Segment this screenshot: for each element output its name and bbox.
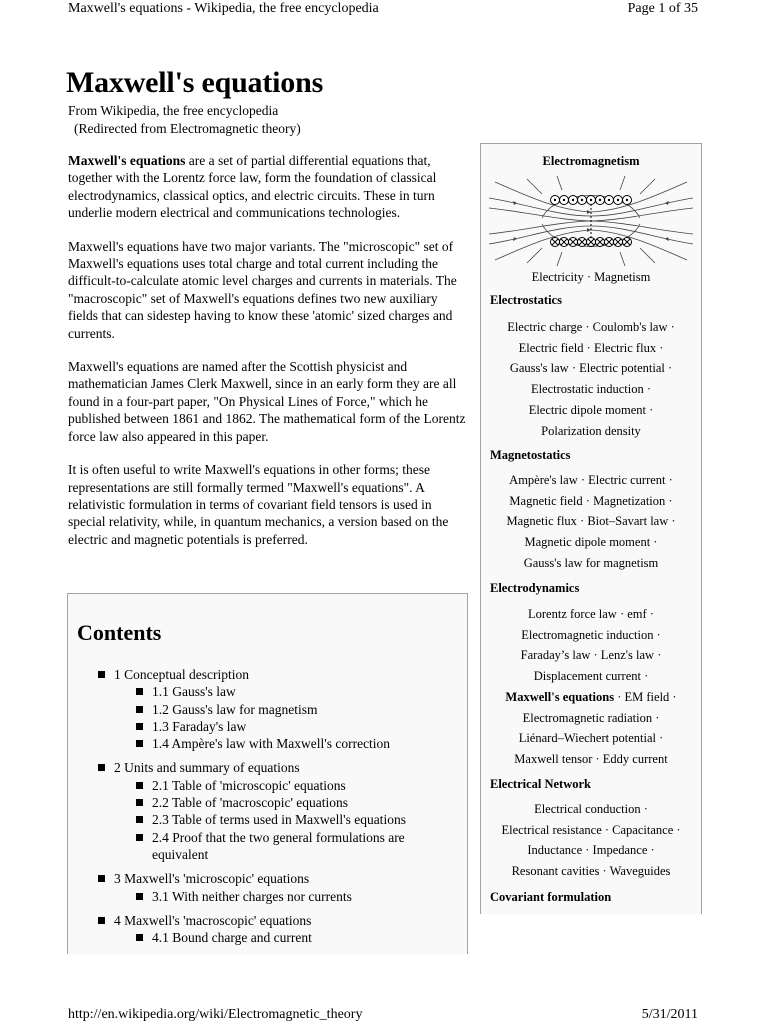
toc-subitem[interactable] (136, 829, 458, 864)
toc-subitem[interactable] (136, 718, 458, 735)
toc-link[interactable]: 2 Units and summary of equations (114, 760, 300, 776)
section-heading-covariant: Covariant formulation (490, 890, 612, 904)
link-line[interactable]: Faraday’s law · Lenz's law · (520, 648, 662, 663)
link-line[interactable]: Electric charge · Coulomb's law · (507, 320, 675, 334)
solenoid-field-icon (487, 174, 695, 266)
link-line[interactable]: Magnetic dipole moment · (524, 535, 658, 550)
toc-subitem[interactable] (136, 683, 458, 700)
bullet-icon (136, 816, 143, 823)
bullet-icon (136, 893, 143, 900)
infobox-subtitle[interactable]: Electricity · Magnetism (531, 270, 651, 284)
link-line[interactable]: Resonant cavities · Waveguides (511, 864, 671, 879)
link-line[interactable]: Electrical conduction · (534, 802, 648, 816)
bullet-icon (136, 934, 143, 941)
bullet-icon (136, 782, 143, 789)
bold-term[interactable]: Maxwell's equations (68, 153, 186, 168)
link-line[interactable]: Ampère's law · Electric current · (509, 473, 673, 487)
link-line[interactable]: Electromagnetic radiation · (522, 710, 660, 725)
bullet-icon (136, 799, 143, 806)
page-number: Page 1 of 35 (627, 1, 698, 16)
toc-subitem[interactable] (136, 888, 458, 905)
current-article-link: Maxwell's equations (505, 689, 615, 704)
bullet-icon (136, 688, 143, 695)
toc-link[interactable]: 4 Maxwell's 'macroscopic' equations (114, 912, 312, 928)
toc-link[interactable]: 4.1 Bound charge and current (152, 930, 312, 946)
link-line[interactable]: Electric field · Electric flux · (518, 340, 664, 355)
page-url: http://en.wikipedia.org/wiki/Electromagnetic_theory (68, 1007, 363, 1022)
article-body (68, 152, 468, 564)
toc-item[interactable] (98, 666, 458, 752)
toc-link[interactable]: 2.4 Proof that the two general formulations are equivalent (152, 829, 405, 862)
bullet-icon (136, 740, 143, 747)
section-heading-electrodynamics: Electrodynamics (490, 581, 580, 595)
section-heading-magnetostatics: Magnetostatics (490, 448, 571, 462)
paragraph-4: It is often useful to write Maxwell's equations in other forms; these representations are still formally termed "Maxwell's equations". A relativistic formulation in terms of covariant field tensors is used in special relativity, while, in quantum mechanics, a version based on the electric and magnetic potentials is preferred. (68, 462, 449, 547)
bullet-icon (136, 723, 143, 730)
toc-item[interactable] (98, 912, 458, 947)
toc-subitem[interactable] (136, 794, 458, 811)
bullet-icon (98, 917, 105, 924)
link-line[interactable]: Magnetic flux · Biot–Savart law · (506, 514, 676, 529)
toc-subitem[interactable] (136, 777, 458, 794)
link-line[interactable]: Inductance · Impedance · (527, 843, 655, 858)
link-line[interactable]: Lorentz force law · emf · (528, 607, 654, 621)
infobox-title: Electromagnetism (542, 154, 640, 168)
toc-link[interactable]: 1.3 Faraday's law (152, 718, 247, 734)
toc-link[interactable]: 1.1 Gauss's law (152, 684, 236, 700)
bullet-icon (98, 671, 105, 678)
toc-subitem[interactable] (136, 701, 458, 718)
redirect-note: (Redirected from Electromagnetic theory) (74, 121, 301, 136)
toc-link[interactable]: 2.1 Table of 'microscopic' equations (152, 777, 346, 793)
bullet-icon (136, 834, 143, 841)
link-line[interactable]: Magnetic field · Magnetization · (509, 493, 673, 508)
paragraph-3: Maxwell's equations are named after the Scottish physicist and mathematician James Clerk Maxwell, since in an early form they are all found in a four-part paper, "On Physical Lines of Force," which he published between 1861 and 1862. The mathematical form of the Lorentz force law also appeared in this paper. (68, 359, 466, 444)
toc-item[interactable] (98, 870, 458, 905)
link-line[interactable]: Gauss's law · Electric potential · (509, 361, 673, 376)
link-text[interactable]: · EM field · (614, 689, 677, 704)
table-of-contents (67, 593, 468, 954)
article-source: From Wikipedia, the free encyclopedia (68, 103, 279, 118)
bullet-icon (136, 706, 143, 713)
link-line[interactable] (481, 687, 701, 708)
toc-link[interactable]: 1.4 Ampère's law with Maxwell's correction (152, 736, 391, 752)
toc-link[interactable]: 2.2 Table of 'macroscopic' equations (152, 795, 348, 811)
link-line[interactable]: Electric dipole moment · (528, 402, 654, 417)
print-date: 5/31/2011 (641, 1007, 698, 1022)
toc-subitem[interactable] (136, 735, 458, 752)
link-line[interactable]: Gauss's law for magnetism (523, 555, 659, 570)
link-line[interactable]: Liénard–Wiechert potential · (518, 731, 664, 746)
toc-link[interactable]: 3.1 With neither charges nor currents (152, 888, 352, 904)
link-line[interactable]: Polarization density (541, 423, 641, 438)
toc-heading: Contents (77, 620, 162, 645)
link-line[interactable]: Electromagnetic induction · (521, 627, 661, 642)
section-links-electrodynamics (481, 604, 701, 770)
section-heading-electrostatics: Electrostatics (490, 293, 562, 307)
toc-list (98, 666, 458, 953)
toc-item[interactable] (98, 759, 458, 863)
paragraph-1 (68, 152, 468, 222)
toc-link[interactable]: 1 Conceptual description (114, 667, 249, 682)
bullet-icon (98, 875, 105, 882)
toc-link[interactable]: 3 Maxwell's 'microscopic' equations (114, 871, 310, 887)
paragraph-1-text: are a set of partial differential equations that, together with the Lorentz force law, form the foundation of classical electrodynamics, classical optics, and electric circuits. These in turn underlie modern electrical and communications technologies. (68, 153, 437, 221)
paragraph-2: Maxwell's equations have two major variants. The "microscopic" set of Maxwell's equations uses total charge and total current including the difficult-to-calculate atomic level charges and currents in materials. The "macroscopic" set of Maxwell's equations defines two new auxiliary fields that can sidestep having to know these 'atomic' sized charges and currents. (68, 238, 457, 341)
link-line[interactable]: Displacement current · (533, 669, 649, 684)
section-heading-electrical-network: Electrical Network (490, 777, 592, 791)
toc-subitem[interactable] (136, 929, 458, 946)
toc-subitem[interactable] (136, 811, 458, 828)
article-title: Maxwell's equations (66, 66, 324, 99)
page-header-title: Maxwell's equations - Wikipedia, the free encyclopedia (68, 1, 379, 16)
link-line[interactable]: Electrostatic induction · (530, 382, 652, 397)
link-line[interactable]: Maxwell tensor · Eddy current (514, 751, 668, 766)
toc-link[interactable]: 2.3 Table of terms used in Maxwell's equations (152, 812, 406, 828)
section-links-electrostatics (481, 317, 701, 441)
bullet-icon (98, 764, 105, 771)
link-line[interactable]: Electrical resistance · Capacitance · (501, 822, 681, 837)
section-links-electrical-network (481, 799, 701, 882)
electromagnetism-infobox (480, 143, 702, 914)
section-links-magnetostatics (481, 470, 701, 574)
toc-link[interactable]: 1.2 Gauss's law for magnetism (152, 701, 318, 717)
